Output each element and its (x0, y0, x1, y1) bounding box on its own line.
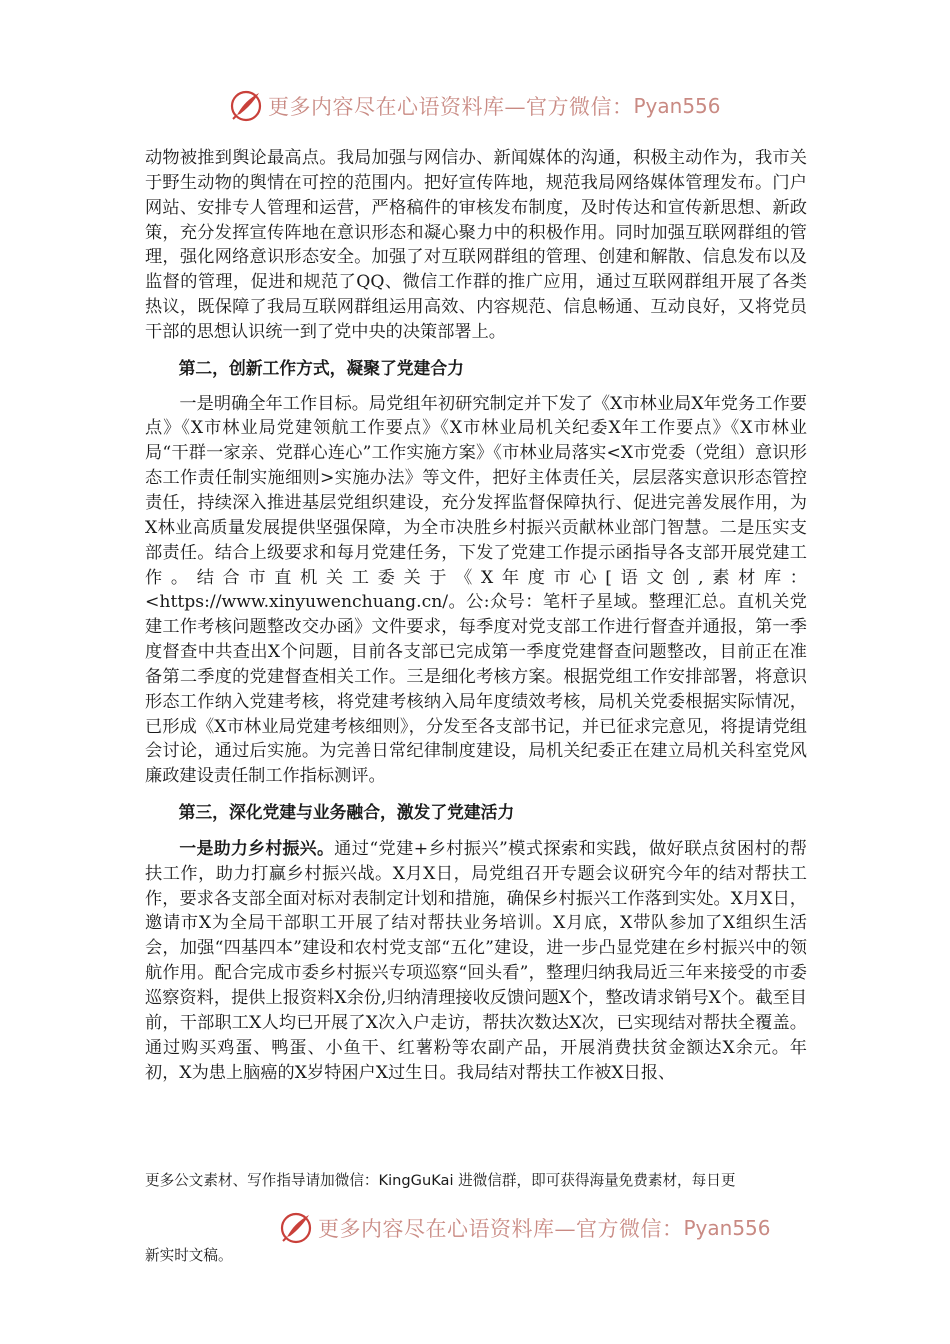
footer-tail: 新实时文稿。 (145, 1247, 233, 1264)
document-body (145, 146, 807, 1085)
feather-pen-icon (228, 88, 264, 124)
watermark-banner-text: 更多内容尽在心语资料库—官方微信： (268, 95, 634, 119)
paragraph-3 (145, 836, 807, 1085)
section-heading-2: 第二，创新工作方式，凝聚了党建合力 (178, 357, 464, 378)
paragraph-1: 动物被推到舆论最高点。我局加强与网信办、新闻媒体的沟通，积极主动作为，我市关于野生动物的舆情在可控的范围内。把好宣传阵地，规范我局网络媒体管理发布。门户网站、安排专人管理和运营，严格稿件的审核发布制度，及时传达和宣传新思想、新政策，充分发挥宣传阵地在意识形态和凝心聚力中的积极作用。同时加强互联网群组的管理，强化网络意识形态安全。加强了对互联网群组的管理、创建和解散、信息发布以及监督的管理，促进和规范了QQ、微信工作群的推广应用，通过互联网群组开展了各类热议，既保障了我局互联网群组运用高效、内容规范、信息畅通、互动良好，又将党员干部的思想认识统一到了党中央的决策部署上。 (145, 148, 807, 342)
footer-note: 更多公文素材、写作指导请加微信：KingGuKai 进微信群，即可获得海量免费素材，每日更 (145, 1172, 736, 1189)
feather-pen-icon (278, 1210, 314, 1246)
watermark-banner-bottom (278, 1208, 771, 1248)
paragraph-3-body: 通过“党建+乡村振兴”模式探索和实践，做好联点贫困村的帮扶工作，助力打赢乡村振兴战。X月X日，局党组召开专题会议研究今年的结对帮扶工作，要求各支部全面对标对表制定计划和措施，确保乡村振兴工作落到实处。X月X日，邀请市X为全局干部职工开展了结对帮扶业务培训。X月底，X带队参加了X组织生活会，加强“四基四本”建设和农村党支部“五化”建设，进一步凸显党建在乡村振兴中的领航作用。配合完成市委乡村振兴专项巡察“回头看”，整理归纳我局近三年来接受的市委巡察资料，提供上报资料X余份,归纳清理接收反馈问题X个，整改请求销号X个。截至目前，干部职工X人均已开展了X次入户走访，帮扶次数达X次，已实现结对帮扶全覆盖。通过购买鸡蛋、鸭蛋、小鱼干、红薯粉等农副产品，开展消费扶贫金额达X余元。年初，X为患上脑癌的X岁特困户X过生日。我局结对帮扶工作被X日报、 (145, 838, 807, 1083)
watermark-banner-text: 更多内容尽在心语资料库—官方微信： (318, 1217, 684, 1241)
watermark-banner-top (228, 86, 721, 126)
paragraph-2: 一是明确全年工作目标。局党组年初研究制定并下发了《X市林业局X年党务工作要点》《X市林业局党建领航工作要点》《X市林业局机关纪委X年工作要点》《X市林业局“干群一家亲、党群心连心”工作实施方案》《市林业局落实<X市党委（党组）意识形态工作责任制实施细则>实施办法》等文件，把好主体责任关，层层落实意识形态管控责任，持续深入推进基层党组织建设，充分发挥监督保障执行、促进完善发展作用，为X林业高质量发展提供坚强保障，为全市决胜乡村振兴贡献林业部门智慧。二是压实支部责任。结合上级要求和每月党建任务，下发了党建工作提示函指导各支部开展党建工作。结合市直机关工委关于《X年度市心[语文创,素材库：<https://www.xinyuwenchuang.cn/。公:众号：笔杆子星域。整理汇总。直机关党建工作考核问题整改交办函》文件要求，每季度对党支部工作进行督查并通报，第一季度督查中共查出X个问题，目前各支部已完成第一季度党建督查问题整改，目前正在准备第二季度的党建督查相关工作。三是细化考核方案。根据党组工作安排部署，将意识形态工作纳入党建考核，将党建考核纳入局年度绩效考核，局机关党委根据实际情况，已形成《X市林业局党建考核细则》，分发至各支部书记，并已征求完意见，将提请党组会讨论，通过后实施。为完善日常纪律制度建设，局机关纪委正在建立局机关科室党风廉政建设责任制工作指标测评。 (145, 393, 807, 787)
watermark-banner-id: Pyan556 (683, 1216, 771, 1240)
paragraph-3-lead: 一是助力乡村振兴。 (179, 837, 335, 858)
watermark-banner-id: Pyan556 (633, 94, 721, 118)
section-heading-3: 第三，深化党建与业务融合，激发了党建活力 (178, 802, 515, 823)
